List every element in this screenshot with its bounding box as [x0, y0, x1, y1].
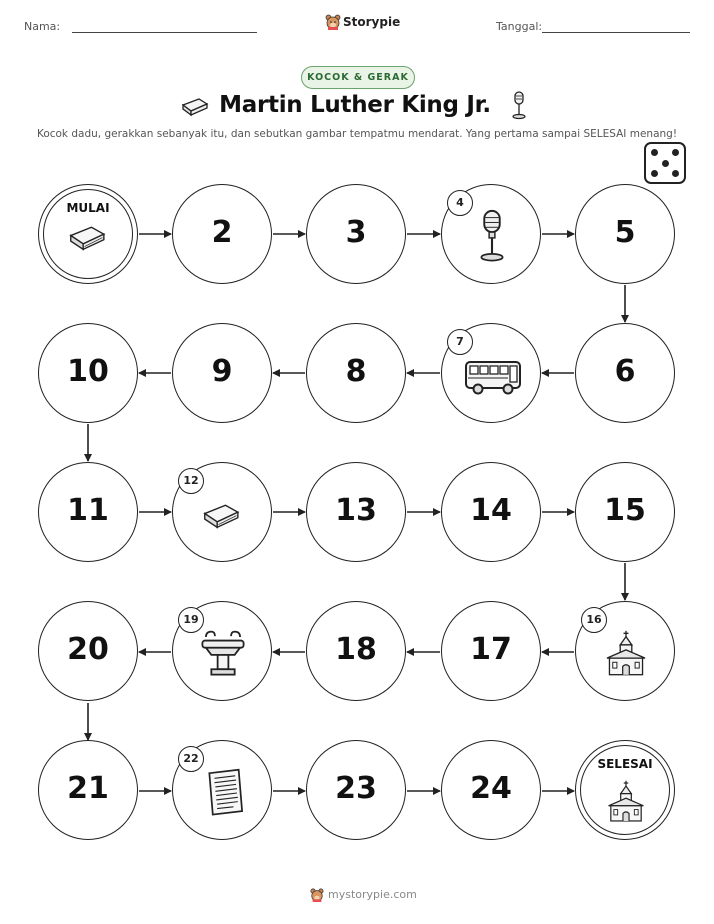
cell-23: [306, 740, 406, 840]
cell-start: [38, 184, 138, 284]
cell-number: 18: [335, 632, 377, 667]
cell-number: 10: [67, 354, 109, 389]
cell-number: 6: [614, 354, 636, 389]
footer-url[interactable]: mystorypie.com: [328, 888, 417, 901]
start-label: MULAI: [66, 201, 110, 215]
cell-number: 14: [470, 493, 512, 528]
cell-finish: [575, 740, 675, 840]
microphone-icon: [464, 205, 520, 265]
cell-6: [575, 323, 675, 423]
cell-8: [306, 323, 406, 423]
name-label: Nama:: [24, 20, 61, 33]
cell-24: [441, 740, 541, 840]
cell-13: [306, 462, 406, 562]
cell-9: [172, 323, 272, 423]
cell-number: 3: [345, 215, 367, 250]
bus-icon: [464, 358, 522, 398]
cell-4-number: 4: [447, 190, 473, 216]
cell-21: [38, 740, 138, 840]
footer: [310, 887, 420, 905]
cell-18: [306, 601, 406, 701]
cell-number: 24: [470, 771, 512, 806]
cell-number: 2: [211, 215, 233, 250]
cell-number: 15: [604, 493, 646, 528]
date-label: Tanggal:: [496, 20, 543, 33]
cell-15: [575, 462, 675, 562]
game-type-badge: KOCOK & GERAK: [301, 66, 415, 89]
brand-name: Storypie: [343, 15, 401, 29]
page-title: Martin Luther King Jr.: [219, 92, 491, 118]
book-icon: [63, 219, 113, 259]
cell-2: [172, 184, 272, 284]
cell-number: 8: [345, 354, 367, 389]
cell-14: [441, 462, 541, 562]
cell-number: 23: [335, 771, 377, 806]
instructions: Kocok dadu, gerakkan sebanyak itu, dan sebutkan gambar tempatmu mendarat. Yang pertama sampai SELESAI menang!: [36, 128, 678, 140]
cell-number: 5: [614, 215, 636, 250]
cell-16-number: 16: [581, 607, 607, 633]
cell-number: 9: [211, 354, 233, 389]
cell-3: [306, 184, 406, 284]
cell-number: 20: [67, 632, 109, 667]
cell-10: [38, 323, 138, 423]
cell-20: [38, 601, 138, 701]
water-fountain-icon: [197, 626, 249, 682]
cell-12-number: 12: [178, 468, 204, 494]
bear-logo-icon: [310, 888, 324, 902]
cell-22-number: 22: [178, 746, 204, 772]
finish-label: SELESAI: [597, 757, 653, 771]
cell-number: 11: [67, 493, 109, 528]
cell-number: 17: [470, 632, 512, 667]
cell-19-number: 19: [178, 607, 204, 633]
document-icon: [199, 765, 249, 821]
book-icon: [197, 497, 247, 537]
cell-number: 13: [335, 493, 377, 528]
church-icon: [602, 626, 650, 682]
cell-5: [575, 184, 675, 284]
church-icon: [604, 777, 648, 827]
cell-11: [38, 462, 138, 562]
cell-number: 21: [67, 771, 109, 806]
cell-17: [441, 601, 541, 701]
cell-7-number: 7: [447, 329, 473, 355]
